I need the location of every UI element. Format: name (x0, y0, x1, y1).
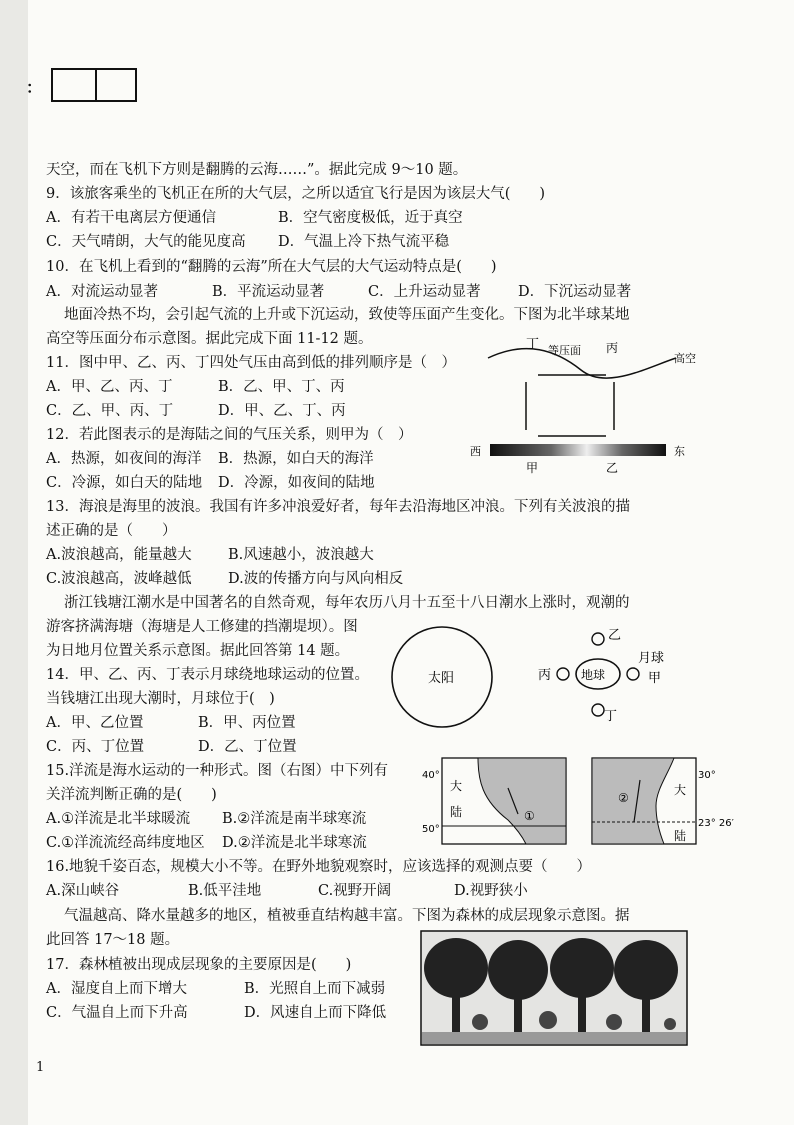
label-earth: 地球 (581, 668, 606, 682)
passage-14a: 浙江钱塘江潮水是中国著名的自然奇观，每年农历八月十五至十八日潮水上涨时，观潮的 (64, 595, 630, 611)
label-da-2: 大 (674, 783, 687, 797)
label-moon-jia: 甲 (648, 671, 662, 686)
passage-14b: 游客挤满海塘（海塘是人工修建的挡潮堤坝）。图 (46, 619, 358, 635)
option-10b: B．平流运动显著 (212, 284, 325, 300)
passage-11b: 高空等压面分布示意图。据此完成下面 11-12 题。 (46, 331, 373, 347)
question-13: 13．海浪是海里的波浪。我国有许多冲浪爱好者，每年去沿海地区冲浪。下列有关波浪的描 (46, 499, 630, 515)
option-11d: D．甲、乙、丁、丙 (218, 403, 346, 419)
label-isobar: 等压面 (548, 344, 581, 357)
option-12d: D．冷源，如夜间的陆地 (218, 475, 375, 491)
isobar-curve (488, 349, 676, 379)
label-moon: 月球 (638, 651, 665, 666)
option-15c: C.①洋流流经高纬度地区 (46, 835, 205, 851)
question-15: 15.洋流是海水运动的一种形式。图（右图）中下列有 (46, 763, 389, 779)
question-10: 10．在飞机上看到的“翻腾的云海”所在大气层的大气运动特点是( ) (46, 259, 497, 275)
moon-yi (592, 633, 604, 645)
ocean-2 (592, 758, 674, 844)
question-15-cont: 关洋流判断正确的是( ) (46, 787, 217, 803)
option-9c: C．天气晴朗，大气的能见度高 (46, 234, 246, 250)
option-12a: A．热源，如夜间的海洋 (46, 451, 202, 467)
option-11c: C．乙、甲、丙、丁 (46, 403, 174, 419)
question-9: 9．该旅客乘坐的飞机正在所的大气层，之所以适宜飞行是因为该层大气( ) (46, 186, 546, 202)
question-12: 12．若此图表示的是海陆之间的气压关系，则甲为（ ） (46, 427, 413, 443)
label-lat-23: 23° 26′ (698, 818, 734, 829)
moon-jia (627, 668, 639, 680)
option-15a: A.①洋流是北半球暖流 (46, 811, 191, 827)
label-da-1: 大 (450, 779, 463, 793)
sun-earth-moon-figure (392, 622, 674, 750)
option-14d: D．乙、丁位置 (198, 739, 297, 755)
label-lu-1: 陆 (450, 805, 463, 819)
label-current-2: ② (618, 791, 629, 805)
ocean-1 (478, 758, 566, 844)
label-jia: 甲 (526, 461, 539, 475)
option-17b: B．光照自上而下减弱 (244, 981, 386, 997)
label-east: 东 (674, 445, 685, 458)
passage-14c: 为日地月位置关系示意图。据此回答第 14 题。 (46, 643, 350, 659)
question-17: 17．森林植被出现成层现象的主要原因是( ) (46, 957, 352, 973)
forest-layer-figure (420, 930, 688, 1048)
option-10d: D．下沉运动显著 (518, 284, 632, 300)
label-west: 西 (470, 445, 481, 458)
question-16: 16.地貌千姿百态，规模大小不等。在野外地貌观察时，应该选择的观测点要（ ） (46, 859, 592, 875)
label-bing: 丙 (606, 341, 619, 355)
option-11b: B．乙、甲、丁、丙 (218, 379, 345, 395)
label-ding: 丁 (526, 337, 540, 352)
option-9a: A．有若干电离层方便通信 (46, 210, 216, 226)
label-high-altitude: 高空 (674, 352, 696, 365)
option-10c: C．上升运动显著 (368, 284, 481, 300)
option-11a: A．甲、乙、丙、丁 (46, 379, 173, 395)
option-16b: B.低平洼地 (188, 883, 262, 899)
ground-bar (490, 444, 666, 456)
option-14a: A．甲、乙位置 (46, 715, 144, 731)
option-16d: D.视野狭小 (454, 883, 528, 899)
option-14b: B．甲、丙位置 (198, 715, 296, 731)
passage-17b: 此回答 17～18 题。 (46, 932, 180, 948)
moon-ding (592, 704, 604, 716)
option-13a: A.波浪越高，能量越大 (46, 547, 192, 563)
forest-ground (422, 1032, 686, 1044)
option-12b: B．热源，如白天的海洋 (218, 451, 374, 467)
question-14-cont: 当钱塘江出现大潮时，月球位于( ) (46, 691, 275, 707)
question-14: 14．甲、乙、丙、丁表示月球绕地球运动的位置。 (46, 667, 369, 683)
option-16c: C.视野开阔 (318, 883, 392, 899)
label-lat-40: 40° (422, 770, 440, 781)
option-17d: D．风速自上而下降低 (244, 1005, 387, 1021)
label-moon-yi: 乙 (608, 628, 622, 643)
question-13-cont: 述正确的是（ ） (46, 523, 177, 539)
label-lat-50: 50° (422, 824, 440, 835)
passage-17a: 气温越高、降水量越多的地区，植被垂直结构越丰富。下图为森林的成层现象示意图。据 (64, 908, 630, 924)
moon-bing (557, 668, 569, 680)
option-16a: A.深山峡谷 (46, 883, 120, 899)
option-17a: A．湿度自上而下增大 (46, 981, 187, 997)
passage-11a: 地面冷热不均，会引起气流的上升或下沉运动，致使等压面产生变化。下图为北半球某地 (64, 307, 630, 323)
header-mark: ： (26, 78, 43, 97)
option-17c: C．气温自上而下升高 (46, 1005, 188, 1021)
passage-line: 天空，而在飞机下方则是翻腾的云海……”。据此完成 9～10 题。 (46, 162, 468, 178)
option-14c: C．丙、丁位置 (46, 739, 145, 755)
option-15d: D.②洋流是北半球寒流 (222, 835, 367, 851)
option-10a: A．对流运动显著 (46, 284, 158, 300)
label-moon-ding: 丁 (604, 709, 618, 724)
score-box (51, 68, 137, 102)
option-9b: B．空气密度极低，近于真空 (278, 210, 463, 226)
question-11: 11．图中甲、乙、丙、丁四处气压由高到低的排列顺序是（ ） (46, 355, 456, 371)
label-yi: 乙 (606, 461, 619, 475)
page-number: 1 (36, 1060, 45, 1075)
label-moon-bing: 丙 (538, 668, 552, 683)
label-lat-30: 30° (698, 770, 716, 781)
label-lu-2: 陆 (674, 829, 687, 843)
option-15b: B.②洋流是南半球寒流 (222, 811, 367, 827)
scan-margin (0, 0, 28, 1125)
isobar-figure (466, 330, 706, 478)
option-13b: B.风速越小，波浪越大 (228, 547, 374, 563)
option-13d: D.波的传播方向与风向相反 (228, 571, 404, 587)
option-12c: C．冷源，如白天的陆地 (46, 475, 203, 491)
option-13c: C.波浪越高，波峰越低 (46, 571, 192, 587)
label-sun: 太阳 (428, 671, 455, 686)
label-current-1: ① (524, 809, 535, 823)
ocean-current-figure (418, 750, 734, 850)
option-9d: D．气温上冷下热气流平稳 (278, 234, 450, 250)
